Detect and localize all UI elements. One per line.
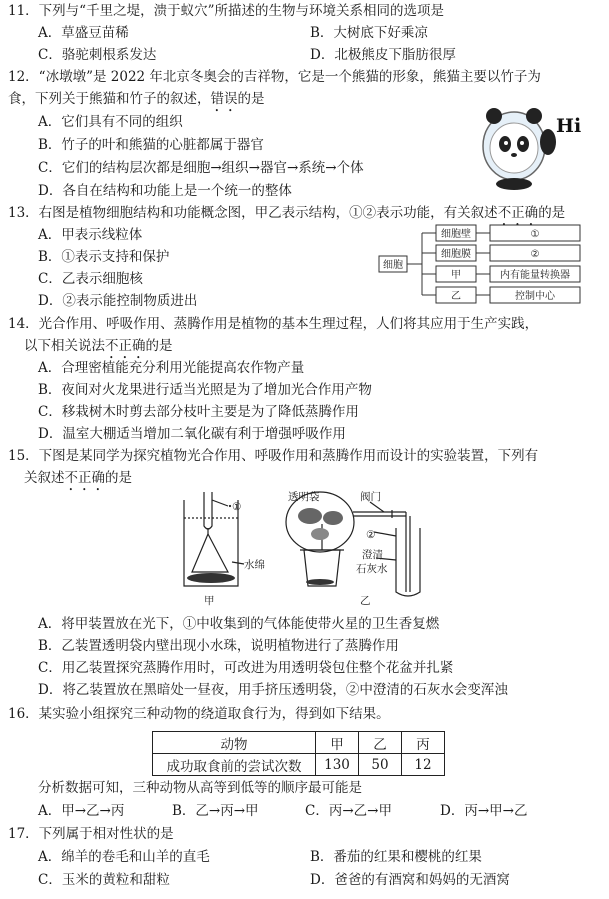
q11-option-a[interactable]: A．草盛豆苗稀 (38, 25, 129, 41)
q16-data-table (152, 731, 445, 776)
q17-stem: 17．下列属于相对性状的是 (8, 826, 174, 842)
q15-stem-line2: 关叙述不正确的是 (24, 470, 132, 486)
q15-option-b[interactable]: B．乙装置透明袋内壁出现小水珠，说明植物进行了蒸腾作用 (38, 638, 399, 654)
q13-option-c[interactable]: C．乙表示细胞核 (38, 271, 143, 287)
yi-circle-label: ② (366, 529, 376, 541)
q12-stem-line1: 12．“冰墩墩”是 2022 年北京冬奥会的吉祥物，它是一个熊猫的形象，熊猫主要以竹子为 (8, 69, 541, 85)
q16-analysis: 分析数据可知，三种动物从高等到低等的顺序最可能是 (38, 780, 362, 796)
q13-option-b[interactable]: B．①表示支持和保护 (38, 249, 170, 265)
q11-option-c[interactable]: C．骆驼刺根系发达 (38, 47, 157, 63)
table-cell: 成功取食前的尝试次数 (153, 754, 316, 776)
table-header-cell: 动物 (153, 732, 316, 754)
q13-stem: 13．右图是植物细胞结构和功能概念图，甲乙表示结构，①②表示功能，有关叙述不正确的是 (8, 205, 566, 221)
jia-label: 甲 (204, 595, 215, 607)
q16-option-b[interactable]: B．乙→丙→甲 (172, 803, 259, 819)
table-header-cell: 丙 (402, 732, 445, 754)
limewater-label-2: 石灰水 (356, 563, 388, 575)
jia-circle-label: ① (232, 501, 242, 513)
bag-label: 透明袋 (288, 491, 320, 503)
diagram-row2-left: 细胞膜 (441, 249, 471, 260)
table-cell: 130 (316, 754, 359, 776)
limewater-label-1: 澄清 (362, 549, 383, 561)
q16-stem: 16．某实验小组探究三种动物的绕道取食行为，得到如下结果。 (8, 706, 390, 722)
table-cell: 50 (359, 754, 402, 776)
q16-option-c[interactable]: C．丙→乙→甲 (305, 803, 392, 819)
q11-option-b[interactable]: B．大树底下好乘凉 (310, 25, 428, 41)
q15-stem-line1: 15．下图是某同学为探究植物光合作用、呼吸作用和蒸腾作用而设计的实验装置，下列有 (8, 448, 539, 464)
q15-option-a[interactable]: A．将甲装置放在光下，①中收集到的气体能使带火星的卫生香复燃 (38, 616, 440, 632)
q16-option-a[interactable]: A．甲→乙→丙 (38, 803, 125, 819)
yi-label: 乙 (360, 595, 371, 607)
cell-concept-diagram (378, 222, 584, 306)
q13-emphasis: 不正确 (497, 205, 539, 221)
diagram-row3-right: 内有能量转换器 (500, 270, 570, 281)
q14-option-c[interactable]: C．移栽树木时剪去部分枝叶主要是为了降低蒸腾作用 (38, 404, 359, 420)
q14-option-d[interactable]: D．温室大棚适当增加二氧化碳有利于增强呼吸作用 (38, 426, 346, 442)
diagram-row2-right: ② (530, 249, 540, 260)
table-row (153, 754, 445, 776)
panda-hi-label: Hi (556, 115, 582, 137)
q17-option-c[interactable]: C．玉米的黄粒和甜粒 (38, 872, 170, 888)
q16-option-d[interactable]: D．丙→甲→乙 (440, 803, 528, 819)
q12-option-b[interactable]: B．竹子的叶和熊猫的心脏都属于器官 (38, 137, 264, 153)
q12-option-a[interactable]: A．它们具有不同的组织 (38, 114, 183, 130)
q17-option-a[interactable]: A．绵羊的卷毛和山羊的直毛 (38, 849, 210, 865)
q12-option-d[interactable]: D．各自在结构和功能上是一个统一的整体 (38, 183, 292, 199)
diagram-row3-left: 甲 (451, 270, 461, 281)
q14-option-b[interactable]: B．夜间对火龙果进行适当光照是为了增加光合作用产物 (38, 382, 372, 398)
table-header-cell: 乙 (359, 732, 402, 754)
experiment-apparatus-figure (170, 488, 440, 610)
valve-label: 阀门 (360, 491, 381, 503)
q11-option-d[interactable]: D．北极熊皮下脂肪很厚 (310, 47, 456, 63)
q13-option-d[interactable]: D．②表示能控制物质进出 (38, 293, 198, 309)
panda-mascot-image (478, 100, 593, 190)
diagram-row4-right: 控制中心 (515, 291, 555, 302)
q12-option-c[interactable]: C．它们的结构层次都是细胞→组织→器官→系统→个体 (38, 160, 364, 176)
q17-option-d[interactable]: D．爸爸的有酒窝和妈妈的无酒窝 (310, 872, 510, 888)
q14-stem-line1: 14．光合作用、呼吸作用、蒸腾作用是植物的基本生理过程，人们将其应用于生产实践， (8, 316, 539, 332)
diagram-row4-left: 乙 (451, 291, 461, 302)
q15-emphasis: 不正确 (64, 470, 105, 486)
diagram-row1-left: 细胞壁 (441, 229, 471, 240)
q17-option-b[interactable]: B．番茄的红果和樱桃的红果 (310, 849, 482, 865)
diagram-row1-right: ① (530, 229, 540, 240)
table-header-row (153, 732, 445, 754)
q14-emphasis: 不正确 (105, 338, 146, 354)
q15-option-c[interactable]: C．用乙装置探究蒸腾作用时，可改进为用透明袋包住整个花盆并扎紧 (38, 660, 454, 676)
q13-option-a[interactable]: A．甲表示线粒体 (38, 227, 143, 243)
q15-option-d[interactable]: D．将乙装置放在黑暗处一昼夜，用手挤压透明袋，②中澄清的石灰水会变浑浊 (38, 682, 508, 698)
table-cell: 12 (402, 754, 445, 776)
water-plant-label: 水绵 (244, 559, 265, 571)
q12-emphasis: 错误 (210, 91, 238, 107)
q11-stem: 11．下列与“千里之堤，溃于蚁穴”所描述的生物与环境关系相同的选项是 (8, 3, 444, 19)
table-header-cell: 甲 (316, 732, 359, 754)
diagram-root: 细胞 (383, 260, 403, 271)
q14-stem-line2: 以下相关说法不正确的是 (24, 338, 173, 354)
q14-option-a[interactable]: A．合理密植能充分利用光能提高农作物产量 (38, 360, 305, 376)
q12-stem-line2: 食，下列关于熊猫和竹子的叙述，错误的是 (8, 91, 265, 107)
